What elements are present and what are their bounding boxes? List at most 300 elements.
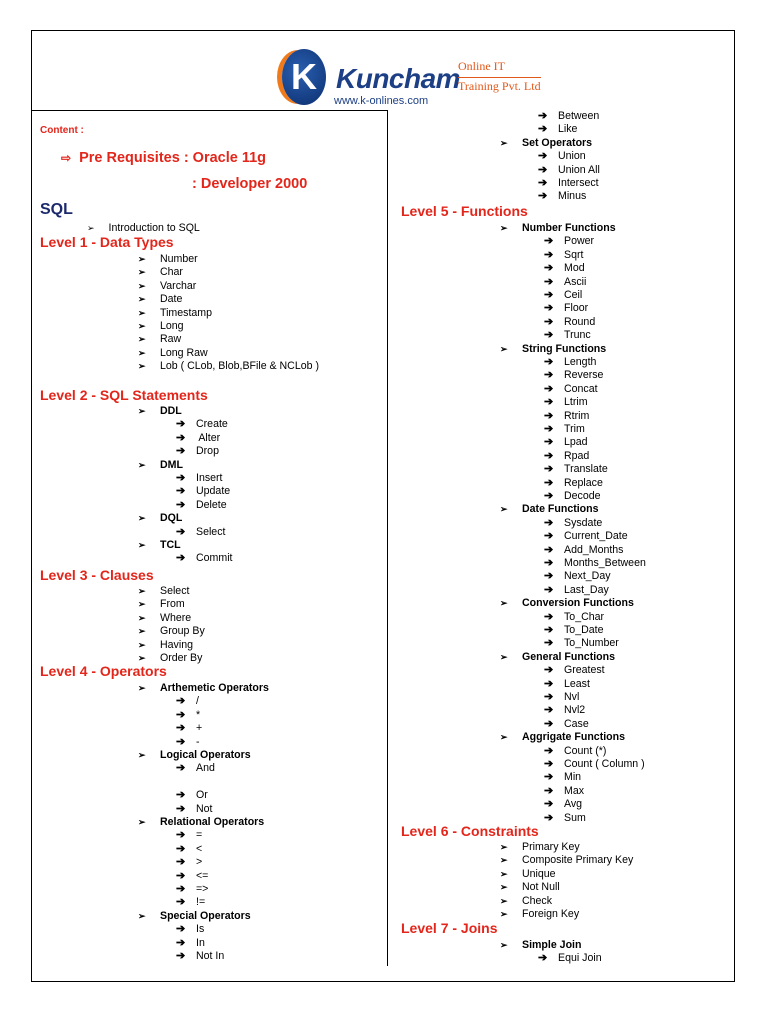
bullet-icon: ➢ [500,504,508,515]
level-5-group-label: Conversion Functions [522,597,634,610]
level-4-item [538,123,577,136]
arrow-icon: ➔ [544,369,554,382]
level-4-item [176,896,205,909]
level-2-group-label: DDL [160,405,182,417]
level-5-item-label: Replace [564,476,603,489]
arrow-icon: ➔ [544,248,554,261]
arrow-icon: ➔ [176,802,186,815]
arrow-icon: ➔ [544,275,554,288]
level-5-item [544,557,646,570]
page-frame [31,30,735,982]
bullet-icon: ➢ [138,321,146,331]
level-5-item-label: Avg [564,798,583,811]
level-4-item [176,736,200,749]
prereq-line-1 [61,152,266,165]
level-3-item [138,612,191,625]
level-5-item-label: Current_Date [564,530,628,543]
level-5-item-label: Greatest [564,664,605,677]
level-5-item [544,450,589,463]
bullet-icon: ➢ [138,817,146,827]
level-5-item [544,369,603,382]
level-1-item-label: Varchar [160,279,197,292]
level-3-heading: Level 3 - Clauses [40,567,154,583]
level-4-item-label: - [196,735,200,748]
level-5-item [544,383,598,396]
level-5-item [544,758,645,771]
level-5-item [544,235,594,248]
bullet-icon: ➢ [138,599,146,610]
level-4-item [176,843,202,856]
bullet-icon: ➢ [138,334,146,345]
bullet-icon: ➢ [138,683,146,693]
bullet-icon: ➢ [138,280,146,291]
level-5-item [544,584,609,597]
bullet-icon: ➢ [500,137,508,148]
level-6-heading: Level 6 - Constraints [401,823,539,839]
level-5-item-label: Mod [564,262,585,275]
arrow-icon: ➔ [176,498,186,511]
level-4-item-label: = [196,829,203,842]
level-4-group [138,682,269,695]
level-4-item [176,883,208,896]
level-1-item [138,266,183,279]
bullet-icon: ➢ [138,406,146,416]
arrow-icon: ➔ [176,896,186,909]
level-2-item-label: Delete [196,498,227,511]
level-4-item-label: Not [196,802,213,815]
level-5-group-label: Date Functions [522,503,599,516]
level-4-item [176,950,224,963]
level-3-item-label: Select [160,585,190,597]
arrow-icon: ➔ [176,418,186,431]
arrow-icon: ➔ [544,449,554,462]
bullet-icon: ➢ [138,626,146,637]
bullet-icon: ➢ [500,842,508,852]
level-7-group-label: Simple Join [522,939,582,951]
level-2-group [138,539,181,552]
arrow-icon: ➔ [544,784,554,797]
level-5-item-label: Decode [564,490,601,502]
arrow-icon: ➔ [544,329,554,342]
arrow-icon: ➔ [176,856,186,869]
bullet-icon: ➢ [500,909,508,919]
level-4-item-label: != [196,896,206,909]
level-5-item [544,329,591,342]
prereq-line-2: : Developer 2000 [192,176,308,192]
level-5-item [544,436,588,449]
arrow-icon: ➔ [544,476,554,489]
level-5-item [544,637,619,650]
level-5-item [544,530,628,543]
level-5-item [544,477,603,490]
level-6-item [500,841,580,854]
arrow-icon: ➔ [176,525,186,538]
level-5-item-label: Lpad [564,436,588,449]
level-5-group [500,651,615,664]
level-5-group [500,222,616,235]
bullet-icon: ➢ [138,653,146,663]
level-4-group [138,816,264,829]
arrow-icon: ➔ [544,423,554,435]
level-4-group [138,910,251,923]
arrow-icon: ➔ [538,190,548,203]
level-2-item [176,472,223,485]
level-5-group [500,597,634,610]
level-5-item [544,463,608,476]
level-4-item-label: Or [196,789,208,802]
level-6-item [500,868,556,881]
arrow-icon: ➔ [544,798,554,811]
level-4-item [176,923,204,936]
level-4-group [500,137,592,150]
level-5-item-label: Max [564,784,585,797]
level-5-item [544,423,585,436]
level-1-item [138,347,208,360]
arrow-icon: ➔ [544,744,554,757]
level-5-item-label: Rtrim [564,409,590,422]
level-1-item-label: Timestamp [160,306,212,319]
bullet-icon: ➢ [138,267,146,278]
level-6-item-label: Check [522,894,553,907]
level-4-item-label: > [196,856,203,869]
arrow-icon: ➔ [544,624,554,636]
level-6-item-label: Foreign Key [522,908,580,920]
level-1-item-label: Raw [160,333,182,346]
level-4-item [538,177,599,190]
level-5-item-label: Months_Between [564,557,646,569]
level-3-item [138,625,205,638]
level-5-item-label: Least [564,677,590,690]
level-4-item [176,829,202,842]
level-4-item-label: <= [196,869,209,882]
level-4-group-label: Special Operators [160,909,251,922]
level-4-group [138,749,251,762]
level-5-item-label: Ceil [564,289,583,301]
level-3-item-label: Having [160,638,193,651]
level-5-item-label: Round [564,315,596,328]
arrow-icon: ➔ [544,396,554,409]
level-5-group-label: Aggrigate Functions [522,731,625,744]
arrow-icon: ➔ [176,485,186,498]
level-6-item-label: Primary Key [522,841,580,853]
level-4-item-label: Like [558,123,578,136]
level-4-item-label: + [196,722,203,735]
level-4-item-label: => [196,883,209,895]
logo-tagline-1: Online IT [458,59,505,73]
level-1-item [138,293,182,306]
arrow-icon: ➔ [544,771,554,784]
arrow-icon: ➔ [176,923,186,936]
level-5-item [544,664,605,677]
level-5-group [500,731,625,744]
level-4-item-label: / [196,695,199,708]
arrow-icon: ➔ [538,123,548,136]
bullet-icon: ➢ [138,639,146,650]
level-4-group-label: Relational Operators [160,816,265,828]
arrow-icon: ➔ [176,829,186,842]
arrow-icon: ➔ [544,302,554,315]
level-4-group-label: Logical Operators [160,749,251,761]
level-5-item [544,611,604,624]
bullet-icon: ➢ [500,732,508,743]
level-2-group [138,459,183,472]
prereq-arrow-icon: ⇨ [61,151,72,165]
level-5-item-label: Count ( Column ) [564,758,645,770]
level-5-group-label: Number Functions [522,222,616,234]
level-5-item [544,785,584,798]
arrow-icon: ➔ [538,150,548,163]
level-5-item-label: Count (*) [564,744,607,757]
level-3-item-label: Order By [160,652,203,664]
arrow-icon: ➔ [544,583,554,596]
level-4-item [176,870,208,883]
level-4-group-label: Set Operators [522,136,593,149]
level-4-item-label: Union All [558,163,600,176]
arrow-icon: ➔ [544,717,554,730]
level-2-item-label: Insert [196,472,223,484]
bullet-icon: ➢ [138,459,146,470]
level-5-item-label: Reverse [564,369,604,382]
level-2-group-label: TCL [160,539,181,551]
level-3-item [138,598,185,611]
level-5-item-label: To_Char [564,610,605,623]
level-5-item [544,691,579,704]
level-4-item-label: Intersect [558,177,599,189]
intro-item-label: Introduction to SQL [108,222,200,234]
bullet-icon: ➢ [138,254,146,264]
level-5-item [544,544,623,557]
level-2-group-label: DQL [160,512,183,525]
arrow-icon: ➔ [544,691,554,703]
level-5-item-label: Trunc [564,329,591,342]
level-2-item-label: Commit [196,552,233,565]
level-5-group-label: String Functions [522,342,607,355]
level-5-item [544,396,588,409]
level-6-item [500,908,579,921]
arrow-icon: ➔ [544,677,554,690]
level-5-item [544,704,585,717]
bullet-icon: ➢ [138,750,146,760]
arrow-icon: ➔ [176,950,186,962]
level-4-item [176,937,205,950]
arrow-icon: ➔ [538,163,548,176]
level-4-item-label: Not In [196,950,225,962]
level-1-item-label: Number [160,253,198,265]
arrow-icon: ➔ [544,262,554,275]
level-5-item-label: Floor [564,302,589,315]
level-4-item-label: * [196,708,201,721]
level-2-heading: Level 2 - SQL Statements [40,387,208,403]
level-4-item [176,803,213,816]
level-5-item-label: Last_Day [564,583,609,596]
level-4-item-label: In [196,936,205,949]
level-1-item [138,320,184,333]
level-3-item-label: From [160,598,185,611]
level-1-item [138,360,319,373]
level-5-group [500,343,606,356]
level-3-item [138,639,193,652]
arrow-icon: ➔ [544,530,554,543]
sql-heading: SQL [40,201,73,218]
level-4-item [176,722,202,735]
arrow-icon: ➔ [544,637,554,650]
level-7-item [538,952,602,965]
bullet-icon: ➢ [500,343,508,354]
bullet-icon: ➢ [138,361,146,372]
level-5-item-label: Length [564,356,597,368]
level-5-item [544,249,583,262]
level-5-item [544,718,589,731]
level-5-item-label: Sum [564,811,586,824]
level-5-item [544,570,611,583]
arrow-icon: ➔ [544,463,554,476]
level-5-item [544,517,602,530]
bullet-icon: ➢ [500,940,508,950]
level-5-item [544,798,582,811]
right-column [388,31,734,981]
level-2-item-label: Create [196,418,228,431]
arrow-icon: ➔ [176,708,186,721]
level-5-item [544,678,590,691]
level-6-item-label: Not Null [522,881,560,894]
arrow-icon: ➔ [176,936,186,949]
level-6-item [500,854,633,867]
arrow-icon: ➔ [544,557,554,569]
arrow-icon: ➔ [544,704,554,717]
arrow-icon: ➔ [176,883,186,895]
level-6-item-label: Unique [522,867,556,880]
arrow-icon: ➔ [544,382,554,395]
level-2-item-label: Alter [196,431,221,444]
level-1-item-label: Long [160,320,184,332]
arrow-icon: ➔ [176,869,186,882]
level-5-item [544,262,585,275]
arrow-icon: ➔ [538,952,548,965]
level-2-item [176,485,230,498]
level-5-item-label: Nvl2 [564,704,586,717]
arrow-icon: ➔ [538,110,548,122]
arrow-icon: ➔ [176,445,186,458]
arrow-icon: ➔ [176,695,186,708]
level-2-group-label: DML [160,458,183,471]
level-1-item-label: Lob ( CLob, Blob,BFile & NCLob ) [160,360,319,373]
arrow-icon: ➔ [544,356,554,368]
bullet-icon: ➢ [500,895,508,906]
level-7-item-label: Equi Join [558,952,602,965]
bullet-icon: ➢ [138,347,146,358]
level-4-item-label: And [196,762,215,775]
level-7-heading: Level 7 - Joins [401,920,498,936]
arrow-icon: ➔ [176,789,186,802]
bullet-icon: ➢ [138,540,146,550]
arrow-icon: ➔ [544,811,554,824]
bullet-icon: ➢ [500,651,508,662]
arrow-icon: ➔ [176,762,186,775]
level-3-item-label: Where [160,611,192,624]
logo-brand: Kuncham [336,63,461,94]
level-5-item-label: Nvl [564,691,580,703]
prereq-text-1: Pre Requisites : Oracle 11g [79,150,267,166]
level-5-item-label: Add_Months [564,543,624,556]
bullet-icon: ➢ [138,307,146,318]
arrow-icon: ➔ [544,664,554,677]
level-1-item [138,307,212,320]
level-4-item-label: Minus [558,190,587,203]
logo-url: www.k-onlines.com [334,95,429,107]
level-2-item [176,445,219,458]
level-5-item-label: Sysdate [564,516,603,529]
bullet-icon: ➢ [138,513,146,524]
level-5-item [544,289,582,302]
level-5-item-label: Ascii [564,275,587,288]
level-4-item [176,789,208,802]
arrow-icon: ➔ [544,315,554,328]
level-5-item [544,302,588,315]
level-5-item [544,624,603,637]
level-5-item-label: Case [564,717,589,730]
level-4-heading: Level 4 - Operators [40,663,167,679]
bullet-icon: ➢ [138,612,146,623]
bullet-icon: ➢ [500,868,508,879]
arrow-icon: ➔ [544,516,554,529]
arrow-icon: ➔ [544,570,554,583]
level-2-group [138,405,182,418]
level-5-heading: Level 5 - Functions [401,203,528,219]
bullet-icon: ➢ [500,855,508,866]
arrow-icon: ➔ [544,289,554,301]
level-5-item-label: Min [564,771,582,784]
level-4-item-label: Union [558,150,586,163]
level-4-item-label: Between [558,110,600,122]
arrow-icon: ➔ [544,490,554,502]
bullet-icon: ➢ [500,223,508,233]
level-2-item-label: Drop [196,445,219,458]
level-2-item [176,432,220,445]
bullet-icon: ➢ [500,882,508,893]
level-5-item-label: Sqrt [564,248,584,261]
arrow-icon: ➔ [544,543,554,556]
level-6-item [500,895,552,908]
arrow-icon: ➔ [176,722,186,735]
level-4-item [176,709,200,722]
level-5-item-label: Next_Day [564,570,611,583]
level-4-item [538,164,600,177]
level-5-group [500,503,599,516]
level-4-item [538,190,586,203]
level-1-item [138,253,198,266]
level-5-item-label: To_Date [564,624,604,636]
level-5-item-label: Concat [564,382,598,395]
level-2-item [176,552,233,565]
level-4-item [176,856,202,869]
bullet-icon: ➢ [87,223,95,233]
arrow-icon: ➔ [544,758,554,770]
level-3-item [138,585,189,598]
level-2-item [176,499,227,512]
arrow-icon: ➔ [176,842,186,855]
level-5-item-label: Ltrim [564,396,588,409]
level-1-item [138,280,196,293]
left-column [32,31,387,981]
level-2-item-label: Select [196,525,226,538]
logo-k-icon: K [282,49,326,105]
level-4-item [176,695,199,708]
level-5-item [544,771,581,784]
level-4-item [538,150,586,163]
level-5-item [544,316,595,329]
level-2-item-label: Update [196,485,231,498]
level-5-item [544,745,606,758]
